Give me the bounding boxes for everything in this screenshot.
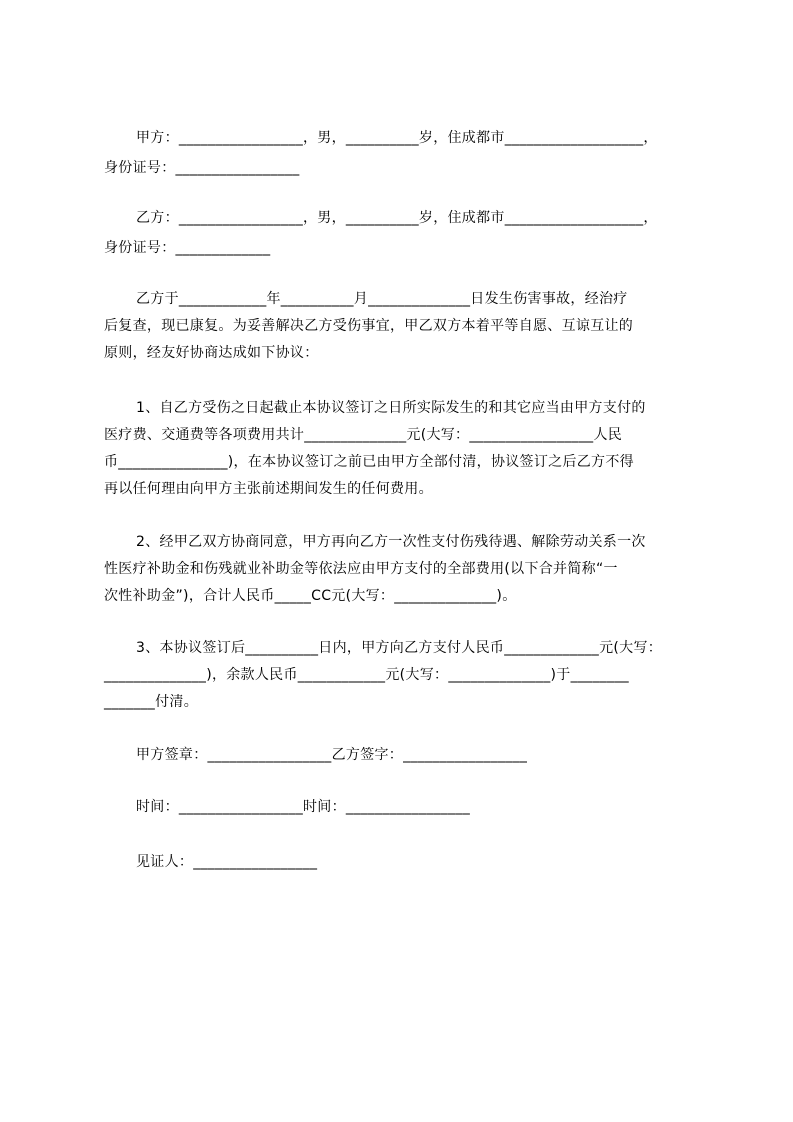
intro-line-1: 乙方于____________年__________月______________日发生伤害事故，经治疗 xyxy=(136,291,628,307)
intro-line-2: 后复查，现已康复。为妥善解决乙方受伤事宜，甲乙双方本着平等自愿、互谅互让的 xyxy=(104,318,634,334)
clause-1-line-2: 医疗费、交通费等各项费用共计______________元(大写：_________________人民 xyxy=(104,427,623,443)
clause-2-line-1: 2、经甲乙双方协商同意，甲方再向乙方一次性支付伤残待遇、解除劳动关系一次 xyxy=(136,534,646,550)
clause-3-line-3: _______付清。 xyxy=(104,694,198,710)
party-a-line-1: 甲方：_________________，男，__________岁，住成都市___________________， xyxy=(136,130,658,146)
clause-1-line-1: 1、自乙方受伤之日起截止本协议签订之日所实际发生的和其它应当由甲方支付的 xyxy=(136,400,646,416)
time-line: 时间：_________________时间：_________________ xyxy=(136,799,470,815)
intro-line-3: 原则，经友好协商达成如下协议： xyxy=(104,345,319,361)
clause-2-line-3: 次性补助金”)，合计人民币_____CC元(大写：______________)。 xyxy=(104,588,517,604)
party-a-id-line: 身份证号：_________________ xyxy=(104,160,300,176)
party-b-line-1: 乙方：_________________，男，__________岁，住成都市___________________， xyxy=(136,210,658,226)
party-b-id-line: 身份证号：_____________ xyxy=(104,240,271,256)
clause-3-line-2: ______________)，余款人民币____________元(大写：______________)于________ xyxy=(104,667,629,683)
clause-3-line-1: 3、本协议签订后__________日内，甲方向乙方支付人民币_____________元(大写： xyxy=(136,640,663,656)
clause-1-line-4: 再以任何理由向甲方主张前述期间发生的任何费用。 xyxy=(104,481,433,497)
witness-line: 见证人：_________________ xyxy=(136,854,318,870)
signature-line: 甲方签章：_________________乙方签字：_________________ xyxy=(136,747,528,763)
clause-2-line-2: 性医疗补助金和伤残就业补助金等依法应由甲方支付的全部费用(以下合并简称“一 xyxy=(104,561,618,577)
clause-1-line-3: 币_______________)，在本协议签订之前已由甲方全部付清，协议签订之后乙方不得 xyxy=(104,454,634,470)
